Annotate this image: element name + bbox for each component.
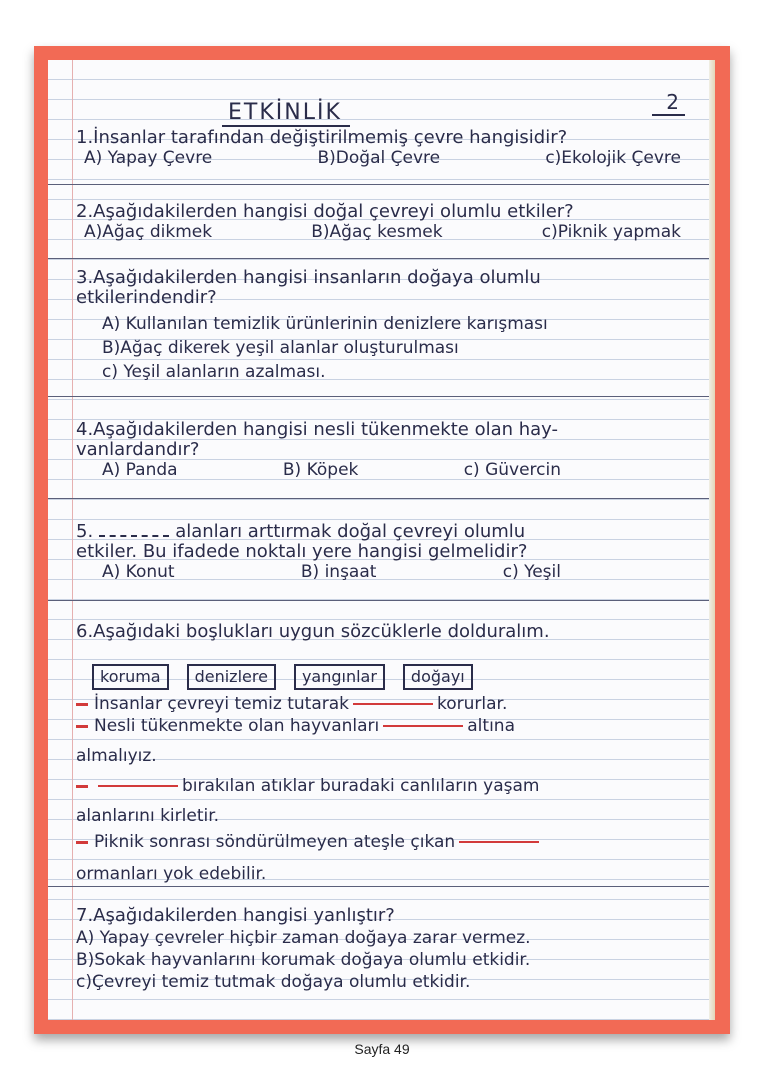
- page-number: 2: [666, 90, 679, 114]
- question-2-option-a: A)Ağaç dikmek: [84, 222, 213, 242]
- question-6: [76, 622, 691, 642]
- page-title: ETKİNLİK: [228, 100, 342, 125]
- question-5: [76, 522, 691, 582]
- divider: [48, 498, 715, 499]
- question-3-option-b: B)Ağaç dikerek yeşil alanlar oluşturulması: [102, 338, 459, 358]
- bullet-dash: [76, 703, 88, 706]
- bullet-dash: [76, 841, 88, 844]
- question-1-option-c: c)Ekolojik Çevre: [545, 148, 681, 168]
- question-2-text: 2.Aşağıdakilerden hangisi doğal çevreyi olumlu etkiler?: [76, 201, 574, 222]
- fill-blank: [353, 703, 433, 705]
- photo-frame: [34, 46, 730, 1034]
- word-box-koruma: koruma: [92, 664, 169, 690]
- question-2: [76, 202, 691, 242]
- question-4-option-c: c) Güvercin: [463, 460, 561, 480]
- question-3: [76, 268, 691, 382]
- question-4-options: [76, 460, 691, 480]
- question-6-sentence-4-cont: ormanları yok edebilir.: [76, 864, 267, 884]
- question-6-sentence-2-cont: almalıyız.: [76, 746, 157, 766]
- fill-blank: [98, 785, 178, 787]
- divider: [48, 886, 715, 887]
- question-7: [76, 906, 691, 992]
- question-6-sentence-4: Piknik sonrası söndürülmeyen ateşle çıkan: [76, 832, 691, 852]
- question-2-option-b: B)Ağaç kesmek: [311, 222, 443, 242]
- question-6-sentence-3: bırakılan atıklar buradaki canlıların yaşam: [76, 776, 691, 796]
- question-5-options: [76, 562, 691, 582]
- question-1: [76, 128, 691, 168]
- divider: [48, 600, 715, 601]
- question-2-options: [76, 222, 691, 242]
- question-2-option-c: c)Piknik yapmak: [541, 222, 681, 242]
- question-5-option-b: B) inşaat: [300, 562, 377, 582]
- question-3-option-a: A) Kullanılan temizlik ürünlerinin denizlere karışması: [102, 314, 548, 334]
- fill-blank: [383, 725, 463, 727]
- question-5-option-a: A) Konut: [102, 562, 175, 582]
- divider: [48, 184, 715, 185]
- bullet-dash: [76, 725, 88, 728]
- question-3-text-line2: etkilerindendir?: [76, 287, 217, 308]
- question-5-text-rest: alanları arttırmak doğal çevreyi olumlu: [175, 521, 526, 542]
- question-3-option-c: c) Yeşil alanların azalması.: [102, 362, 326, 382]
- question-5-dotted-blank: [99, 535, 169, 537]
- word-box-dogayi: doğayı: [403, 664, 473, 690]
- word-box-denizlere: denizlere: [187, 664, 276, 690]
- question-1-option-a: A) Yapay Çevre: [84, 148, 213, 168]
- question-5-text-line2: etkiler. Bu ifadede noktalı yere hangisi gelmelidir?: [76, 541, 528, 562]
- notebook-page: [48, 60, 715, 1020]
- question-4-text-line1: 4.Aşağıdakilerden hangisi nesli tükenmekte olan hay-: [76, 419, 559, 440]
- page-footer: Sayfa 49: [354, 1041, 410, 1057]
- question-1-option-b: B)Doğal Çevre: [317, 148, 441, 168]
- question-4: [76, 420, 691, 480]
- question-7-option-c: c)Çevreyi temiz tutmak doğaya olumlu etkidir.: [76, 972, 471, 992]
- question-4-text-line2: vanlardandır?: [76, 439, 200, 460]
- question-6-sentence-3-cont: alanlarını kirletir.: [76, 806, 220, 826]
- question-3-text-line1: 3.Aşağıdakilerden hangisi insanların doğaya olumlu: [76, 267, 541, 288]
- word-bank: [92, 664, 473, 690]
- divider: [48, 396, 715, 397]
- question-7-option-a: A) Yapay çevreler hiçbir zaman doğaya zarar vermez.: [76, 928, 531, 948]
- question-6-text: 6.Aşağıdaki boşlukları uygun sözcüklerle dolduralım.: [76, 621, 550, 642]
- question-6-sentence-1: İnsanlar çevreyi temiz tutarak korurlar.: [76, 694, 691, 714]
- question-1-text: 1.İnsanlar tarafından değiştirilmemiş çevre hangisidir?: [76, 127, 568, 148]
- question-1-options: [76, 148, 691, 168]
- fill-blank: [459, 841, 539, 843]
- question-7-text: 7.Aşağıdakilerden hangisi yanlıştır?: [76, 905, 395, 926]
- bullet-dash: [76, 785, 88, 788]
- question-7-option-b: B)Sokak hayvanlarını korumak doğaya olumlu etkidir.: [76, 950, 531, 970]
- question-6-sentence-2: Nesli tükenmekte olan hayvanları altına: [76, 716, 691, 736]
- question-5-option-c: c) Yeşil: [502, 562, 561, 582]
- divider: [48, 258, 715, 259]
- word-box-yanginlar: yangınlar: [294, 664, 385, 690]
- question-5-number: 5.: [76, 521, 94, 542]
- question-6-sentences: [76, 694, 691, 884]
- question-4-option-b: B) Köpek: [282, 460, 359, 480]
- question-4-option-a: A) Panda: [102, 460, 178, 480]
- question-5-text-line1: [76, 522, 691, 542]
